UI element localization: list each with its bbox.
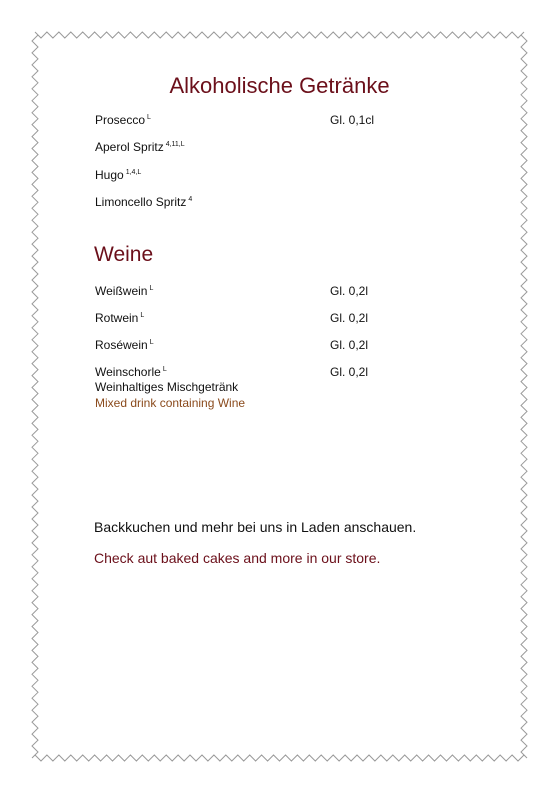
menu-item-hugo (95, 168, 141, 182)
item-name: Roséwein (95, 338, 148, 352)
item-name: Weißwein (95, 284, 148, 298)
item-price: Gl. 0,2l (330, 365, 369, 379)
item-name: Hugo (95, 168, 124, 182)
item-price: Gl. 0,2l (330, 338, 369, 352)
section-title-wines: Weine (94, 243, 154, 266)
menu-item-weisswein (95, 284, 153, 298)
menu-item-limoncello-spritz (95, 195, 192, 209)
allergen-codes: 4,11,L (165, 141, 185, 148)
item-price: Gl. 0,2l (330, 284, 369, 298)
menu-item-weinschorle (95, 365, 167, 379)
item-name: Prosecco (95, 113, 146, 127)
allergen-codes: L (149, 339, 154, 346)
item-price: Gl. 0,1cl (330, 113, 375, 127)
allergen-codes: L (140, 312, 145, 319)
item-name: Aperol Spritz (95, 140, 164, 154)
footer-note-en: Check aut baked cakes and more in our store. (94, 550, 381, 566)
item-price: Gl. 0,2l (330, 311, 369, 325)
allergen-codes: 1,4,L (125, 169, 142, 176)
item-name: Weinschorle (95, 365, 161, 379)
allergen-codes: L (162, 366, 167, 373)
allergen-codes: 4 (188, 196, 193, 203)
allergen-codes: L (147, 114, 151, 121)
item-description-en: Mixed drink containing Wine (95, 396, 246, 410)
menu-item-aperol-spritz (95, 140, 185, 154)
menu-item-rotwein (95, 311, 144, 325)
menu-item-prosecco (95, 113, 151, 127)
item-name: Limoncello Spritz (95, 195, 187, 209)
footer-note-de: Backkuchen und mehr bei uns in Laden anschauen. (94, 519, 417, 535)
section-title-alcoholic: Alkoholische Getränke (169, 73, 390, 98)
menu-item-rosewein (95, 338, 154, 352)
allergen-codes: L (149, 285, 154, 292)
item-description-de: Weinhaltiges Mischgetränk (95, 380, 239, 394)
item-name: Rotwein (95, 311, 139, 325)
